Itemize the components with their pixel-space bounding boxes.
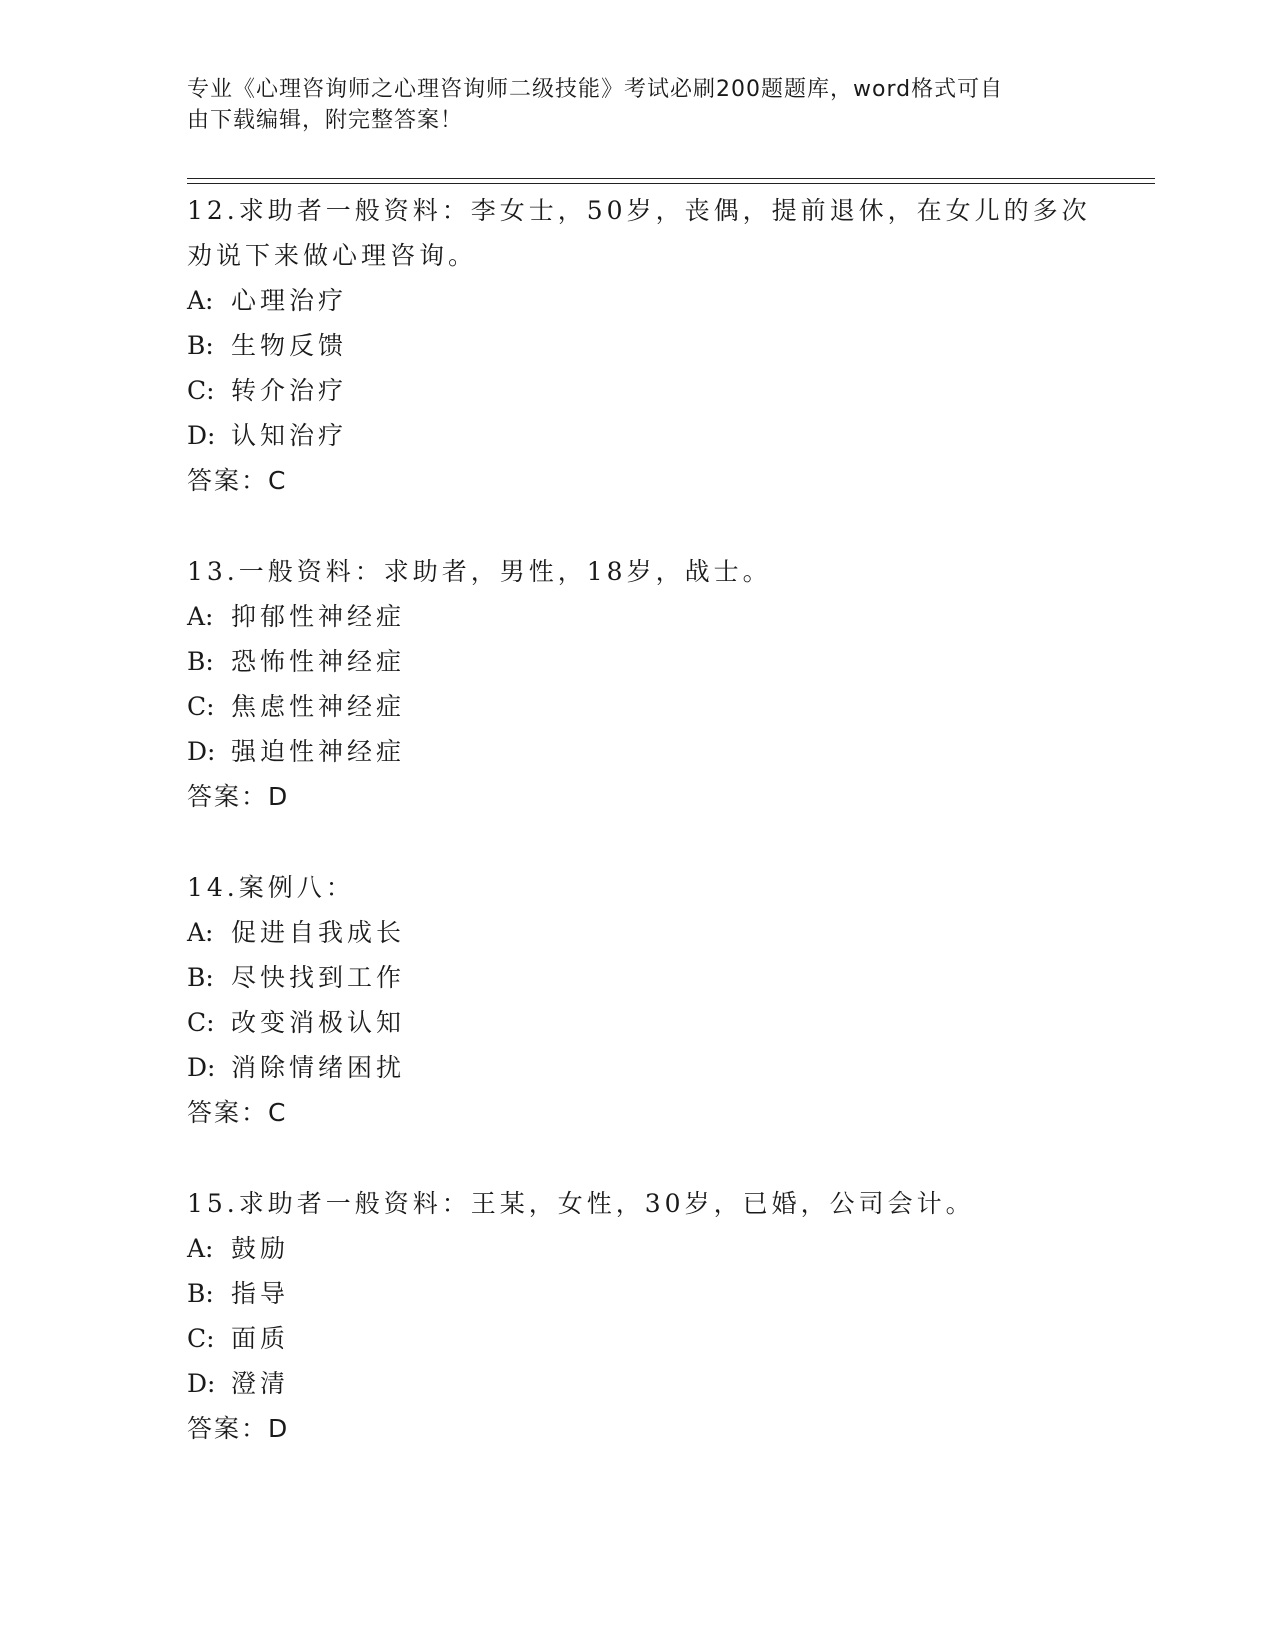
question-13 (187, 549, 1087, 819)
option-text: 心理治疗 (231, 286, 348, 315)
option-key: A: (187, 1234, 214, 1263)
question-15 (187, 1181, 1087, 1451)
option-b (187, 639, 1087, 684)
option-text: 面质 (231, 1324, 290, 1353)
answer-line: 答案：D (187, 782, 290, 811)
option-d (187, 729, 1087, 774)
question-stem-continued: 劝说下来做心理咨询。 (187, 241, 478, 270)
question-stem: 13.一般资料：求助者，男性，18岁，战士。 (187, 557, 772, 586)
option-c (187, 1316, 1087, 1361)
option-b (187, 323, 1087, 368)
option-a (187, 910, 1087, 955)
option-text: 恐怖性神经症 (231, 647, 406, 676)
option-c (187, 684, 1087, 729)
option-a (187, 594, 1087, 639)
document-header (187, 74, 1067, 136)
option-d (187, 1045, 1087, 1090)
option-text: 促进自我成长 (231, 918, 406, 947)
option-key: D: (187, 737, 216, 766)
option-text: 抑郁性神经症 (231, 602, 406, 631)
option-text: 尽快找到工作 (231, 963, 406, 992)
option-key: C: (187, 1324, 215, 1353)
option-text: 转介治疗 (231, 376, 348, 405)
question-list (187, 188, 1091, 1497)
answer-line: 答案：C (187, 1098, 288, 1127)
option-text: 生物反馈 (231, 331, 348, 360)
option-key: C: (187, 692, 215, 721)
header-divider-top (187, 178, 1155, 179)
option-text: 消除情绪困扰 (231, 1053, 406, 1082)
question-12 (187, 188, 1091, 503)
option-text: 指导 (231, 1279, 290, 1308)
question-stem: 15.求助者一般资料：王某，女性，30岁，已婚，公司会计。 (187, 1189, 975, 1218)
option-text: 澄清 (231, 1369, 290, 1398)
answer-line: 答案：D (187, 1414, 290, 1443)
option-text: 改变消极认知 (231, 1008, 406, 1037)
option-key: B: (187, 647, 214, 676)
option-key: D: (187, 1053, 216, 1082)
option-key: A: (187, 286, 214, 315)
option-text: 认知治疗 (231, 421, 348, 450)
option-key: A: (187, 602, 214, 631)
question-stem: 14.案例八： (187, 873, 355, 902)
header-line-1: 专业《心理咨询师之心理咨询师二级技能》考试必刷200题题库，word格式可自 (187, 77, 1004, 102)
option-key: B: (187, 963, 214, 992)
header-divider-bottom (187, 183, 1155, 184)
option-text: 强迫性神经症 (231, 737, 406, 766)
option-key: B: (187, 331, 214, 360)
answer-line: 答案：C (187, 466, 288, 495)
option-a (187, 1226, 1087, 1271)
option-b (187, 1271, 1087, 1316)
option-key: A: (187, 918, 214, 947)
option-text: 鼓励 (231, 1234, 290, 1263)
question-14 (187, 865, 1087, 1135)
option-d (187, 1361, 1087, 1406)
option-key: C: (187, 376, 215, 405)
option-key: B: (187, 1279, 214, 1308)
option-c (187, 1000, 1087, 1045)
header-line-2: 由下载编辑，附完整答案！ (187, 108, 464, 133)
option-key: C: (187, 1008, 215, 1037)
option-key: D: (187, 421, 216, 450)
question-stem: 12.求助者一般资料：李女士，50岁，丧偶，提前退休，在女儿的多次 (187, 196, 1091, 225)
option-text: 焦虑性神经症 (231, 692, 406, 721)
option-a (187, 278, 1087, 323)
option-key: D: (187, 1369, 216, 1398)
option-b (187, 955, 1087, 1000)
option-c (187, 368, 1087, 413)
option-d (187, 413, 1087, 458)
